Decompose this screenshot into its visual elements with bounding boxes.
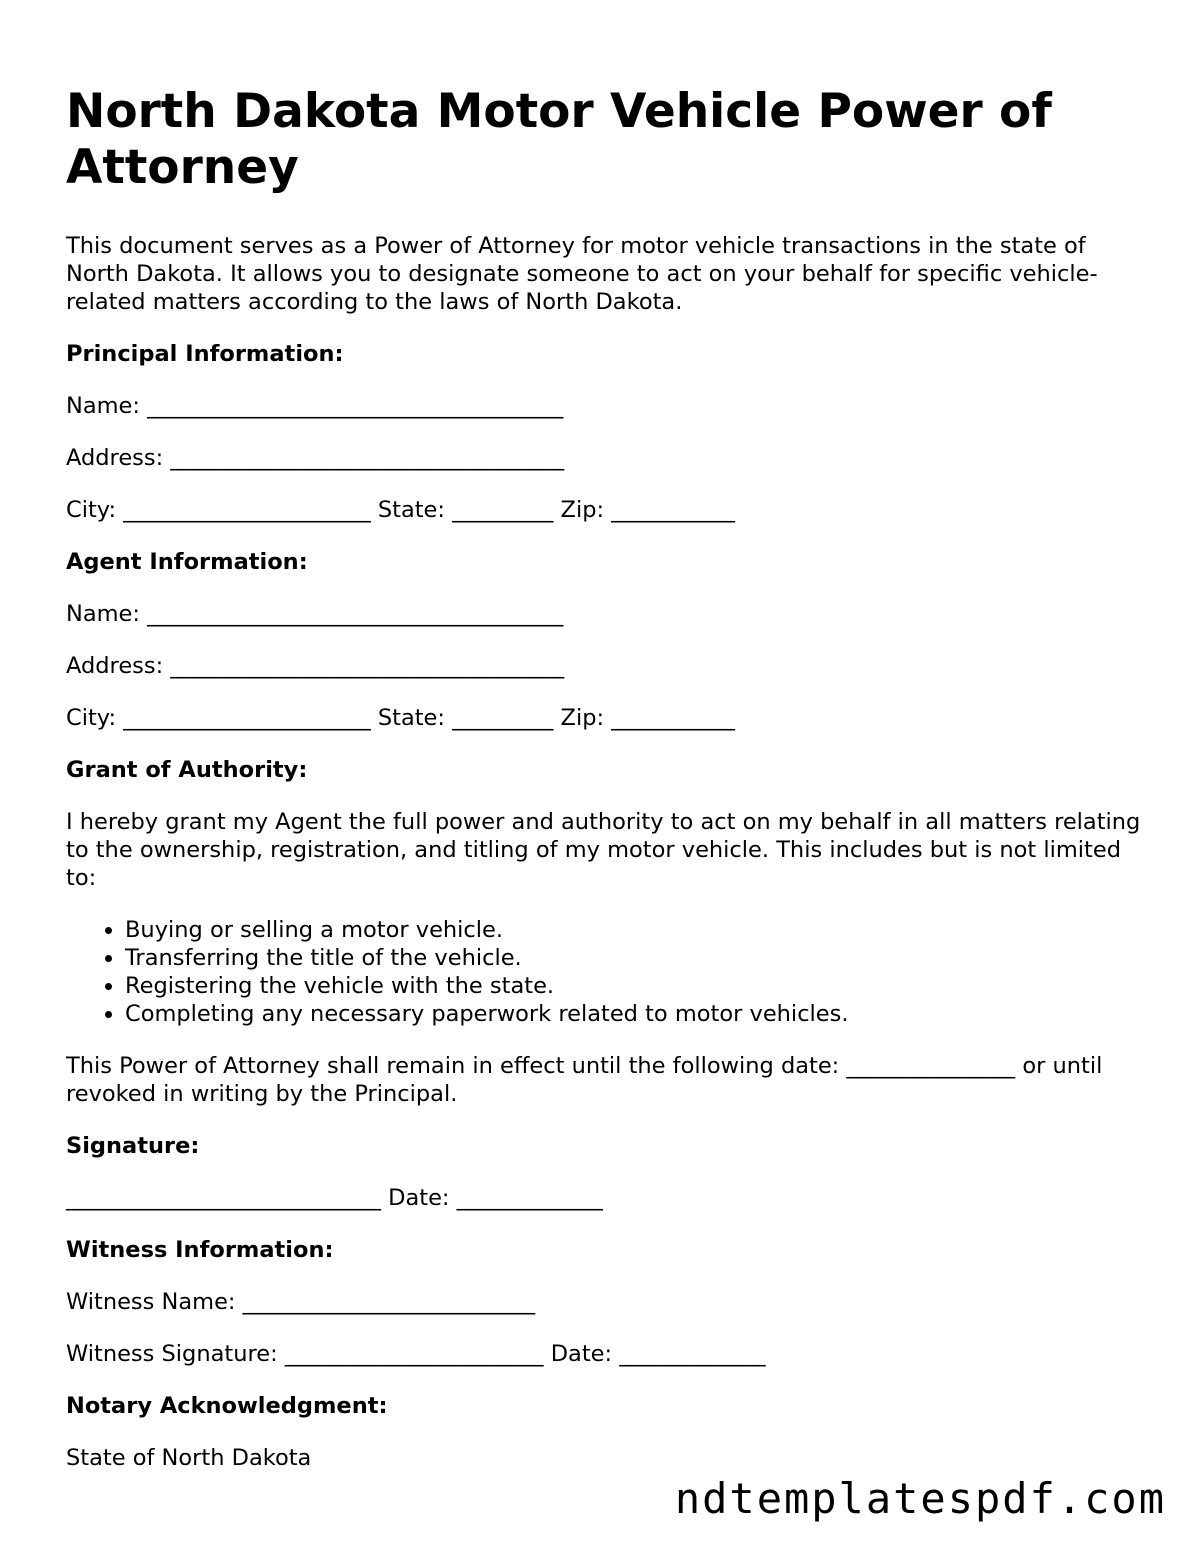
principal-heading: Principal Information: [66,341,344,367]
authority-list [66,916,1141,1028]
notary-state: State of North Dakota [66,1445,312,1471]
agent-address-field: Address: ___________________________________ [66,653,565,679]
witness-name-field: Witness Name: __________________________ [66,1289,536,1315]
list-item: • Buying or selling a motor vehicle. [125,916,1141,944]
list-item: • Completing any necessary paperwork related to motor vehicles. [125,1000,1141,1028]
grant-text: I hereby grant my Agent the full power and authority to act on my behalf in all matters relating to the ownership, registration, and titling of my motor vehicle. This includes but is not limited to: [66,809,1141,891]
document-title: North Dakota Motor Vehicle Power of Attorney [66,84,1052,195]
duration-text: This Power of Attorney shall remain in effect until the following date: _______________ or until revoked in writing by the Principal. [66,1053,1103,1107]
agent-name-field: Name: _____________________________________ [66,601,564,627]
notary-heading: Notary Acknowledgment: [66,1393,388,1419]
signature-date-field: ____________________________ Date: _____________ [66,1185,603,1211]
list-item: • Registering the vehicle with the state. [125,972,1141,1000]
principal-address-field: Address: ___________________________________ [66,445,565,471]
agent-heading: Agent Information: [66,549,308,575]
signature-heading: Signature: [66,1133,200,1159]
witness-heading: Witness Information: [66,1237,334,1263]
witness-signature-field: Witness Signature: _______________________ Date: _____________ [66,1341,766,1367]
principal-name-field: Name: _____________________________________ [66,393,564,419]
grant-heading: Grant of Authority: [66,757,308,783]
principal-city-state-zip-field: City: ______________________ State: _________ Zip: ___________ [66,497,735,523]
list-item: • Transferring the title of the vehicle. [125,944,1141,972]
intro-paragraph: This document serves as a Power of Attorney for motor vehicle transactions in the state of North Dakota. It allows you to designate someone to act on your behalf for specific vehicle-related matters according to the laws of North Dakota. [66,233,1098,315]
agent-city-state-zip-field: City: ______________________ State: _________ Zip: ___________ [66,705,735,731]
watermark: ndtemplatespdf.com [674,1474,1166,1523]
document-page [66,84,1141,1472]
